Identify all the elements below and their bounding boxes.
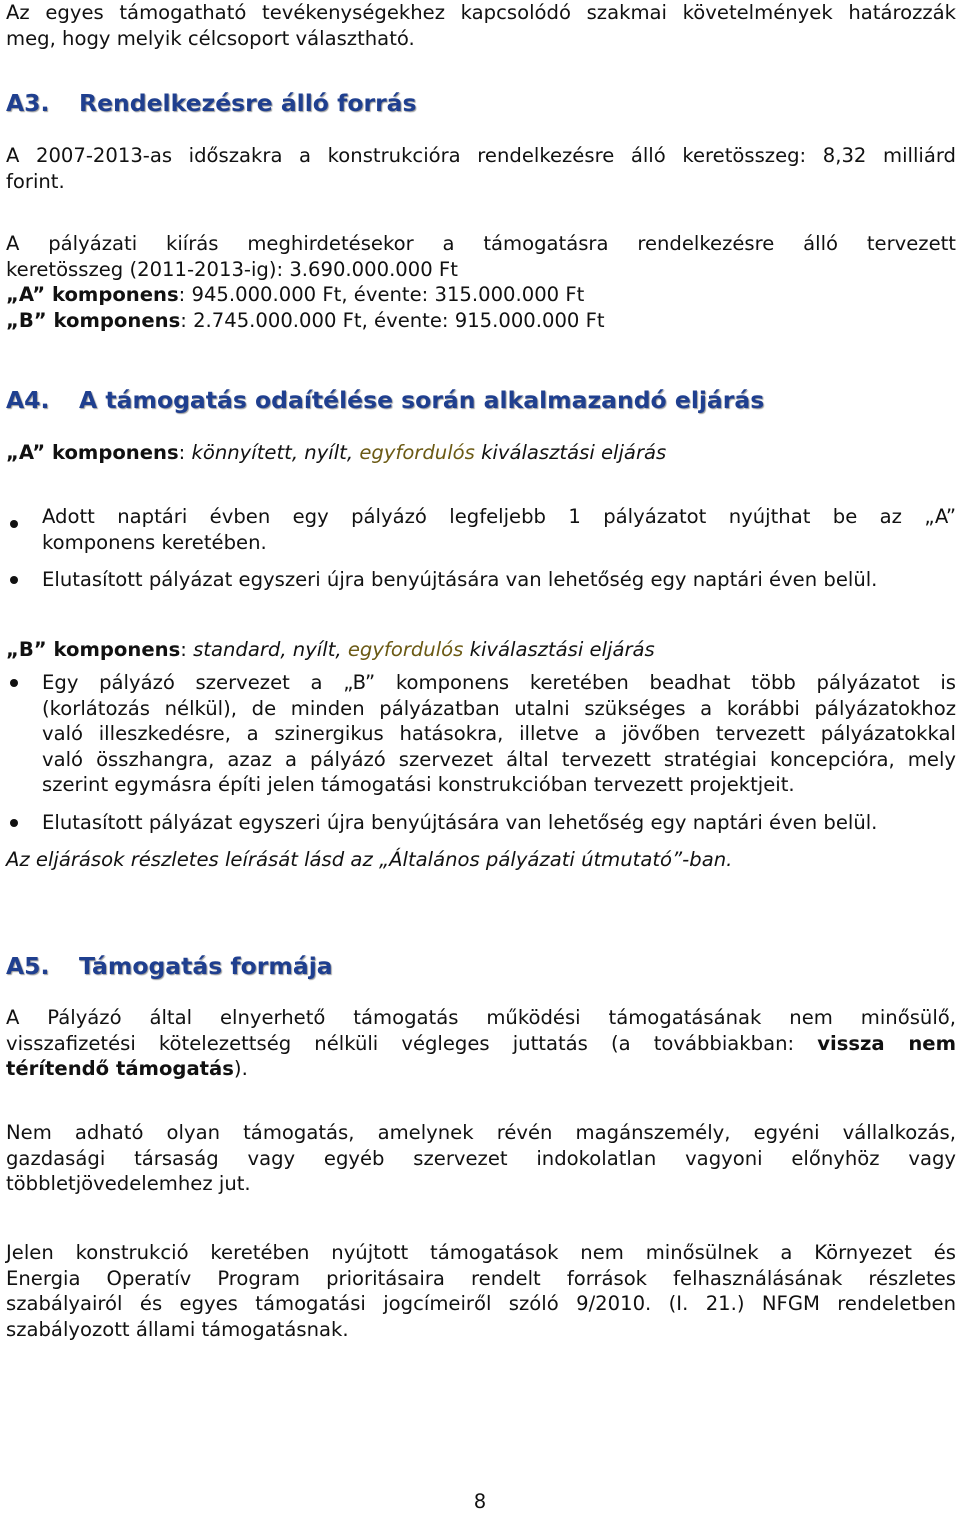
bullet-icon [10, 576, 18, 584]
intro-line: Az egyes támogatható tevékenységekhez kapcsolódó szakmai követelmények határozzák [6, 1, 956, 24]
paragraph-line: A 2007-2013-as időszakra a konstrukcióra rendelkezésre álló keretösszeg: 8,32 milliárd [6, 144, 956, 167]
page-number: 8 [473, 1490, 487, 1513]
list-item-line: Egy pályázó szervezet a „B” komponens keretében beadhat több pályázatot is [42, 671, 956, 694]
section-title: A támogatás odaítélése során alkalmazandó eljárás [79, 386, 765, 414]
list-item-line: szerint egymásra építi jelen támogatási konstrukcióban tervezett projektjeit. [42, 773, 795, 796]
procedure-reference: Az eljárások részletes leírását lásd az „Általános pályázati útmutató”-ban. [6, 848, 733, 871]
intro-line: meg, hogy melyik célcsoport választható. [6, 26, 415, 50]
state-aid-paragraph [6, 1240, 956, 1342]
component-a-label: „A” komponens [6, 283, 179, 306]
component-a-budget [6, 282, 956, 308]
component-b-value: : 2.745.000.000 Ft, évente: 915.000.000 Ft [180, 308, 605, 332]
key-term: vissza nem [817, 1031, 957, 1055]
paragraph-line: forint. [6, 169, 65, 193]
paragraph-line: többletjövedelemhez jut. [6, 1172, 251, 1195]
component-b-budget [6, 308, 956, 334]
component-b-label: „B” komponens [6, 638, 181, 661]
section-heading-a3 [6, 88, 956, 118]
section-heading-a5 [6, 951, 956, 981]
available-budget-paragraph [6, 143, 956, 194]
list-item-line: komponens keretében. [42, 530, 267, 554]
procedure-type: kiválasztási eljárás [463, 638, 655, 661]
list-item-line: Adott naptári évben egy pályázó legfeljebb 1 pályázatot nyújthat be az „A” [42, 505, 956, 528]
bullet-icon [10, 520, 18, 528]
paragraph-line [6, 1031, 956, 1057]
paragraph-line: keretösszeg (2011-2013-ig): 3.690.000.000 Ft [6, 257, 458, 281]
section-heading-a4 [6, 385, 956, 415]
restriction-paragraph [6, 1120, 956, 1197]
support-form-paragraph [6, 1005, 956, 1082]
list-item-line: való összhangra, azaz a pályázó szervezet által tervezett stratégiai koncepcióra, mely [42, 747, 956, 771]
paragraph-line: A Pályázó által elnyerhető támogatás működési támogatásának nem minősülő, [6, 1006, 956, 1029]
procedure-type: standard, nyílt, [193, 638, 348, 661]
section-number: A5. [6, 952, 50, 980]
paragraph-line [6, 1056, 956, 1082]
component-a-value: : 945.000.000 Ft, évente: 315.000.000 Ft [178, 283, 585, 306]
procedure-highlight: egyfordulós [359, 441, 475, 464]
intro-paragraph [6, 0, 956, 51]
list-item-line: Elutasított pályázat egyszeri újra benyújtására van lehetőség egy naptári éven belül. [42, 811, 878, 834]
label-separator: : [178, 441, 192, 464]
section-title: Rendelkezésre álló forrás [79, 89, 417, 117]
component-a-procedure [6, 440, 956, 466]
procedure-type: kiválasztási eljárás [474, 441, 667, 464]
paragraph-text: visszafizetési kötelezettség nélküli végleges juttatás (a továbbiakban: [6, 1031, 818, 1055]
list-item-line: való illeszkedésre, a szinergikus hatásokra, illetve a jövőben tervezett pályázatokkal [42, 722, 956, 745]
paragraph-line: Energia Operatív Program prioritásaira rendelt források felhasználásának részletes [6, 1266, 956, 1290]
key-term: térítendő támogatás [6, 1057, 234, 1080]
component-b-label: „B” komponens [6, 308, 181, 332]
bullet-icon [10, 679, 18, 687]
planned-budget-paragraph [6, 231, 956, 333]
list-item-line: (korlátozás nélkül), de minden pályázatban utalni szükséges a korábbi pályázatokhoz [42, 696, 956, 720]
paragraph-line: szabályozott állami támogatásnak. [6, 1317, 349, 1341]
paragraph-line: Jelen konstrukció keretében nyújtott támogatások nem minősülnek a Környezet és [6, 1241, 956, 1264]
paragraph-line: gazdasági társaság vagy egyéb szervezet indokolatlan vagyoni előnyhöz vagy [6, 1146, 956, 1170]
component-a-label: „A” komponens [6, 441, 179, 464]
section-number: A4. [6, 386, 50, 414]
component-b-procedure [6, 637, 956, 663]
paragraph-line: Nem adható olyan támogatás, amelynek révén magánszemély, egyéni vállalkozás, [6, 1121, 956, 1144]
procedure-type: könnyített, nyílt, [191, 441, 360, 464]
list-item-line: Elutasított pályázat egyszeri újra benyújtására van lehetőség egy naptári éven belül. [42, 568, 878, 591]
paragraph-text: ). [233, 1057, 248, 1080]
paragraph-line: A pályázati kiírás meghirdetésekor a támogatásra rendelkezésre álló tervezett [6, 232, 956, 255]
procedure-highlight: egyfordulós [347, 638, 464, 661]
paragraph-line: szabályairól és egyes támogatási jogcímeiről szóló 9/2010. (I. 21.) NFGM rendeletben [6, 1292, 956, 1315]
bullet-icon [10, 819, 18, 827]
section-number: A3. [6, 89, 50, 117]
label-separator: : [180, 638, 194, 661]
section-title: Támogatás formája [79, 952, 333, 980]
